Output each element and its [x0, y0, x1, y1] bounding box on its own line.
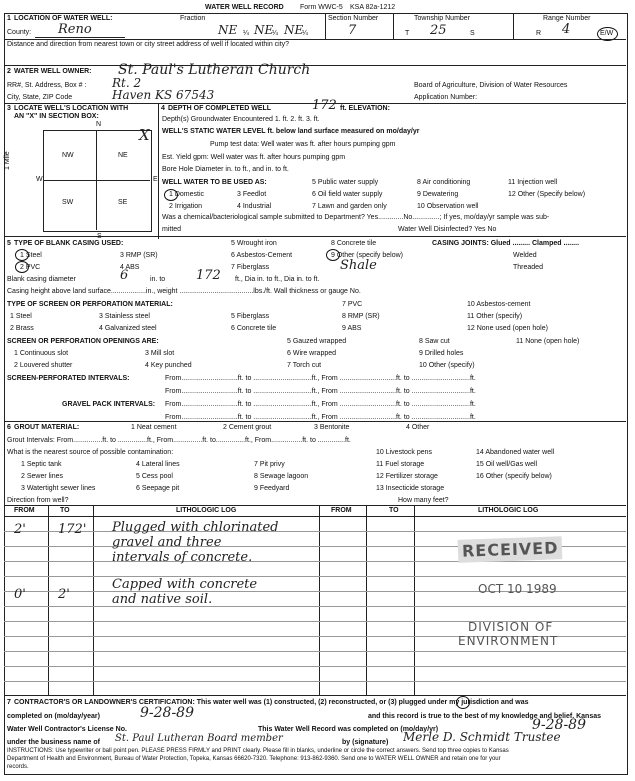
section-box-label-2: AN "X" IN SECTION BOX:	[14, 113, 99, 120]
screen-intervals-1[interactable]: From.............................ft. to ..............................ft., From .............................ft. to ..............................ft.	[165, 375, 476, 382]
screen-intervals-2[interactable]: From.............................ft. to ..............................ft., From .............................ft. to ..............................ft.	[165, 388, 476, 395]
contam-4[interactable]: 4 Lateral lines	[136, 461, 180, 468]
quarter-2: ¼	[272, 30, 278, 37]
screen-10[interactable]: 10 Asbestos-cement	[467, 301, 531, 308]
contam-5[interactable]: 5 Cess pool	[136, 473, 173, 480]
section-grid[interactable]	[43, 130, 152, 232]
ne-label: NE	[118, 152, 128, 159]
received-stamp-date: OCT 10 1989	[478, 582, 557, 596]
contam-6[interactable]: 6 Seepage pit	[136, 485, 180, 492]
opening-1[interactable]: 1 Continuous slot	[14, 350, 69, 357]
city-value[interactable]: Haven KS 67543	[112, 88, 215, 102]
contam-9[interactable]: 9 Feedyard	[254, 485, 290, 492]
opening-2[interactable]: 2 Louvered shutter	[14, 362, 73, 369]
opening-9[interactable]: 9 Drilled holes	[419, 350, 464, 357]
log-to-header-2: TO	[389, 507, 399, 514]
section-1-number: 1	[7, 15, 11, 22]
log-lith-header: LITHOLOGIC LOG	[176, 507, 237, 514]
mile-label: 1 Mile	[4, 151, 11, 170]
gravel-intervals-2[interactable]: From.............................ft. to ..............................ft., From .............................ft. to ..............................ft.	[165, 414, 476, 421]
log-row-2-line-1[interactable]: Capped with concrete	[112, 577, 258, 592]
south-marker: S	[97, 233, 102, 240]
depth-value[interactable]: 172	[312, 98, 337, 113]
range-r: R	[536, 30, 542, 37]
grout-2[interactable]: 2 Cement grout	[223, 424, 272, 431]
casing-7[interactable]: 7 Fiberglass	[231, 264, 270, 271]
pump-test-line: Pump test data: Well water was ft. after hours pumping gpm	[210, 141, 396, 148]
opening-4[interactable]: 4 Key punched	[145, 362, 192, 369]
casing-6[interactable]: 6 Asbestos-Cement	[231, 252, 293, 259]
license-label: Water Well Contractor's License No.	[7, 726, 127, 733]
opening-6[interactable]: 6 Wire wrapped	[287, 350, 337, 357]
use-12[interactable]: 12 Other (Specify below)	[508, 191, 586, 198]
opening-8[interactable]: 8 Saw cut	[419, 338, 450, 345]
log-from-header-2: FROM	[331, 507, 352, 514]
owner-name[interactable]: St. Paul's Lutheran Church	[118, 62, 311, 78]
log-row-1-line-2[interactable]: gravel and three	[112, 535, 222, 550]
plugged-circle	[456, 696, 470, 709]
use-10[interactable]: 10 Observation well	[417, 203, 479, 210]
casing-5[interactable]: 5 Wrought iron	[231, 240, 277, 247]
section-2-number: 2	[7, 68, 11, 75]
grout-label: GROUT MATERIAL:	[14, 424, 80, 431]
section-number-label: Section Number	[328, 15, 379, 22]
well-location-mark: X	[139, 126, 150, 144]
county-value[interactable]: Reno	[58, 22, 92, 37]
casing-8[interactable]: 8 Concrete tile	[331, 240, 377, 247]
use-7[interactable]: 7 Lawn and garden only	[312, 203, 387, 210]
grout-1[interactable]: 1 Neat cement	[131, 424, 177, 431]
log-row-2-from[interactable]: 0'	[14, 587, 26, 602]
casing-1[interactable]: 1 Steel	[20, 252, 42, 259]
grout-3[interactable]: 3 Bentonite	[314, 424, 350, 431]
completed-label: completed on (mo/day/year)	[7, 713, 100, 720]
casing-9[interactable]: 9 Other (specify below)	[331, 252, 403, 259]
section-box-label: LOCATE WELL'S LOCATION WITH	[14, 105, 129, 112]
signature-label: by (signature)	[342, 739, 389, 746]
township-value[interactable]: 25	[430, 23, 447, 38]
log-to-header: TO	[60, 507, 70, 514]
screen-3[interactable]: 3 Stainless steel	[99, 313, 150, 320]
depth-label: DEPTH OF COMPLETED WELL	[168, 105, 272, 112]
distance-label: Distance and direction from nearest town or city street address of well if located within city?	[7, 41, 290, 48]
use-4[interactable]: 4 Industrial	[237, 203, 272, 210]
section-4-number: 4	[161, 105, 165, 112]
fraction-2[interactable]: NE	[254, 23, 274, 37]
contam-13[interactable]: 13 Insecticide storage	[376, 485, 445, 492]
screen-7[interactable]: 7 PVC	[342, 301, 363, 308]
contam-2[interactable]: 2 Sewer lines	[21, 473, 64, 480]
use-3[interactable]: 3 Feedlot	[237, 191, 267, 198]
grout-4[interactable]: 4 Other	[406, 424, 430, 431]
casing-to-value[interactable]: 172	[196, 268, 221, 283]
township-label: Township Number	[414, 15, 471, 22]
gravel-intervals-1[interactable]: From.............................ft. to ..............................ft., From .............................ft. to ..............................ft.	[165, 401, 476, 408]
signature: Merle D. Schmidt Trustee	[403, 730, 561, 744]
opening-11[interactable]: 11 None (open hole)	[516, 338, 580, 345]
township-t: T	[405, 30, 410, 37]
casing-diameter-value[interactable]: 6	[120, 268, 129, 283]
casing-diameter-label: Blank casing diameter	[7, 276, 76, 283]
screen-11[interactable]: 11 Other (specify)	[467, 313, 523, 320]
record-completed-date[interactable]: 9-28-89	[532, 717, 586, 733]
casing-label: TYPE OF BLANK CASING USED:	[14, 240, 124, 247]
use-1-circle	[164, 189, 178, 201]
chem-sample-line: Was a chemical/bacteriological sample submitted to Department? Yes.............No..............; If yes, mo/day/yr sample was sub-	[162, 214, 550, 221]
screen-9[interactable]: 9 ABS	[342, 325, 362, 332]
quarter-1: ¼	[243, 30, 249, 37]
screen-6[interactable]: 6 Concrete tile	[231, 325, 277, 332]
log-from-header: FROM	[14, 507, 35, 514]
contam-10[interactable]: 10 Livestock pens	[376, 449, 433, 456]
mitted-line: mitted	[162, 226, 182, 233]
record-completed-label: This Water Well Record was completed on (mo/day/yr)	[258, 726, 439, 733]
yield-line: Est. Yield gpm: Well water was ft. after hours pumping gpm	[162, 154, 346, 161]
fraction-1[interactable]: NE	[218, 23, 238, 37]
west-marker: W	[36, 176, 43, 183]
contam-11[interactable]: 11 Fuel storage	[376, 461, 425, 468]
use-2[interactable]: 2 Irrigation	[169, 203, 203, 210]
nw-label: NW	[62, 152, 74, 159]
environment-stamp: ENVIRONMENT	[458, 634, 559, 648]
completed-date[interactable]: 9-28-89	[140, 705, 194, 721]
section-3-number: 3	[7, 105, 11, 112]
log-row-2-line-2[interactable]: and native soil.	[112, 592, 213, 607]
feet-label: How many feet?	[398, 497, 449, 504]
owner-label: WATER WELL OWNER:	[14, 68, 92, 75]
contam-14[interactable]: 14 Abandoned water well	[476, 449, 555, 456]
true-statement: and this record is true to the best of my knowledge and belief. Kansas	[368, 713, 601, 720]
casing-to-label: in. to	[150, 276, 166, 283]
screen-8[interactable]: 8 RMP (SR)	[342, 313, 380, 320]
application-label: Application Number:	[414, 94, 478, 101]
section-number-value[interactable]: 7	[348, 23, 357, 38]
business-name[interactable]: St. Paul Lutheran Board member	[115, 733, 283, 744]
gravel-intervals-label: GRAVEL PACK INTERVALS:	[62, 401, 156, 408]
opening-7[interactable]: 7 Torch cut	[287, 362, 322, 369]
business-label: under the business name of	[7, 739, 100, 746]
screen-1[interactable]: 1 Steel	[10, 313, 32, 320]
log-row-1-to[interactable]: 172'	[58, 522, 87, 537]
use-11: 11 Injection well	[508, 179, 558, 186]
contam-3[interactable]: 3 Watertight sewer lines	[21, 485, 96, 492]
casing-4[interactable]: 4 ABS	[120, 264, 140, 271]
screen-12[interactable]: 12 None used (open hole)	[467, 325, 548, 332]
joint-threaded: Threaded	[513, 264, 543, 271]
section-7-number: 7	[7, 699, 11, 706]
log-row-2-to[interactable]: 2'	[58, 587, 70, 602]
groundwater-line: Depth(s) Groundwater Encountered 1. ft. 2. ft. 3. ft.	[162, 116, 320, 123]
use-5: 5 Public water supply	[312, 179, 379, 186]
contam-8[interactable]: 8 Sewage lagoon	[254, 473, 309, 480]
address-label: RR#, St. Address, Box # :	[7, 82, 87, 89]
openings-label: SCREEN OR PERFORATION OPENINGS ARE:	[7, 338, 159, 345]
received-stamp: RECEIVED	[458, 536, 563, 563]
disinfected-line: Water Well Disinfected? Yes No	[398, 226, 497, 233]
log-row-1-line-3[interactable]: intervals of concrete.	[112, 550, 253, 565]
ksa-ref: KSA 82a-1212	[350, 4, 396, 11]
fraction-label: Fraction	[180, 15, 206, 22]
opening-5[interactable]: 5 Gauzed wrapped	[287, 338, 347, 345]
casing-joints: CASING JOINTS: Glued ......... Clamped ........	[432, 240, 580, 247]
certification-text: CONTRACTOR'S OR LANDOWNER'S CERTIFICATION: This water well was (1) constructed, (2) reconstructed, or (3) plugged under my jurisdiction and was	[14, 699, 529, 706]
casing-height-line: Casing height above land surface..................in., weight ......................................lbs./ft. Wall thickness or gauge No.	[7, 288, 361, 295]
contam-16[interactable]: 16 Other (specify below)	[476, 473, 552, 480]
use-6[interactable]: 6 Oil field water supply	[312, 191, 383, 198]
range-label: Range Number	[543, 15, 591, 22]
joint-welded: Welded	[513, 252, 537, 259]
elevation-label: ft. ELEVATION:	[340, 105, 390, 112]
casing-rest-line: ft., Dia in. to ft., Dia in. to ft.	[235, 276, 320, 283]
section-5-number: 5	[7, 240, 11, 247]
opening-10[interactable]: 10 Other (specify)	[419, 362, 475, 369]
division-stamp: DIVISION OF	[468, 620, 554, 634]
instructions-line-1: INSTRUCTIONS: Use typewriter or ball point pen. PLEASE PRESS FIRMLY and PRINT clearly. Please fill in blanks, underline or circle the correct answers. Send top three copies to Kansas	[7, 748, 509, 754]
casing-2[interactable]: 2 PVC	[20, 264, 41, 271]
contam-7[interactable]: 7 Pit privy	[254, 461, 285, 468]
contamination-label: What is the nearest source of possible contamination:	[7, 449, 174, 456]
casing-3[interactable]: 3 RMP (SR)	[120, 252, 158, 259]
screen-5[interactable]: 5 Fiberglass	[231, 313, 270, 320]
use-1[interactable]: 1 Domestic	[169, 191, 205, 198]
instructions-line-2: Department of Health and Environment, Bureau of Water Protection, Topeka, Kansas 66620-7320. Telephone: 913-862-9360. Send one to WATER WELL OWNER and retain one for your	[7, 756, 501, 762]
contam-12[interactable]: 12 Fertilizer storage	[376, 473, 438, 480]
log-lith-header-2: LITHOLOGIC LOG	[478, 507, 539, 514]
city-label: City, State, ZIP Code	[7, 94, 73, 101]
screen-2[interactable]: 2 Brass	[10, 325, 34, 332]
grout-intervals: Grout Intervals: From...............ft. to ...............ft., From...............ft. to...............ft., From................ft. to ..............ft.	[7, 437, 351, 444]
static-level-line: WELL'S STATIC WATER LEVEL ft. below land surface measured on mo/day/yr	[162, 128, 420, 135]
casing-9-circle	[326, 249, 340, 261]
east-marker: E	[153, 176, 158, 183]
board-label: Board of Agriculture, Division of Water Resources	[414, 82, 568, 89]
north-marker: N	[96, 121, 102, 128]
township-s: S	[470, 30, 475, 37]
opening-3[interactable]: 3 Mill slot	[145, 350, 175, 357]
log-row-1-line-1[interactable]: Plugged with chlorinated	[112, 520, 279, 535]
quarter-3: ¼	[302, 30, 308, 37]
screen-label: TYPE OF SCREEN OR PERFORATION MATERIAL:	[7, 301, 173, 308]
direction-label: Direction from well?	[7, 497, 69, 504]
county-label: County:	[7, 29, 32, 36]
use-label: WELL WATER TO BE USED AS:	[162, 179, 267, 186]
location-label: LOCATION OF WATER WELL:	[14, 15, 113, 22]
screen-intervals-label: SCREEN-PERFORATED INTERVALS:	[7, 375, 130, 382]
use-9[interactable]: 9 Dewatering	[417, 191, 459, 198]
range-ew: E/W	[600, 30, 614, 37]
contam-15[interactable]: 15 Oil well/Gas well	[476, 461, 538, 468]
log-row-1-from[interactable]: 2'	[14, 522, 26, 537]
form-number: Form WWC-5	[300, 4, 343, 11]
screen-4[interactable]: 4 Galvanized steel	[99, 325, 157, 332]
section-6-number: 6	[7, 424, 11, 431]
form-title: WATER WELL RECORD	[205, 4, 284, 11]
casing-other-value[interactable]: Shale	[340, 258, 377, 273]
sw-label: SW	[62, 199, 74, 206]
casing-1-circle	[15, 249, 29, 261]
se-label: SE	[118, 199, 128, 206]
contam-1[interactable]: 1 Septic tank	[21, 461, 62, 468]
bore-line: Bore Hole Diameter in. to ft., and in. to ft.	[162, 166, 289, 173]
fraction-3[interactable]: NE	[284, 23, 304, 37]
range-value[interactable]: 4	[562, 22, 571, 37]
address-value[interactable]: Rt. 2	[112, 76, 142, 90]
casing-2-circle	[15, 261, 29, 273]
instructions-line-3: records.	[7, 764, 29, 770]
use-8: 8 Air conditioning	[417, 179, 471, 186]
